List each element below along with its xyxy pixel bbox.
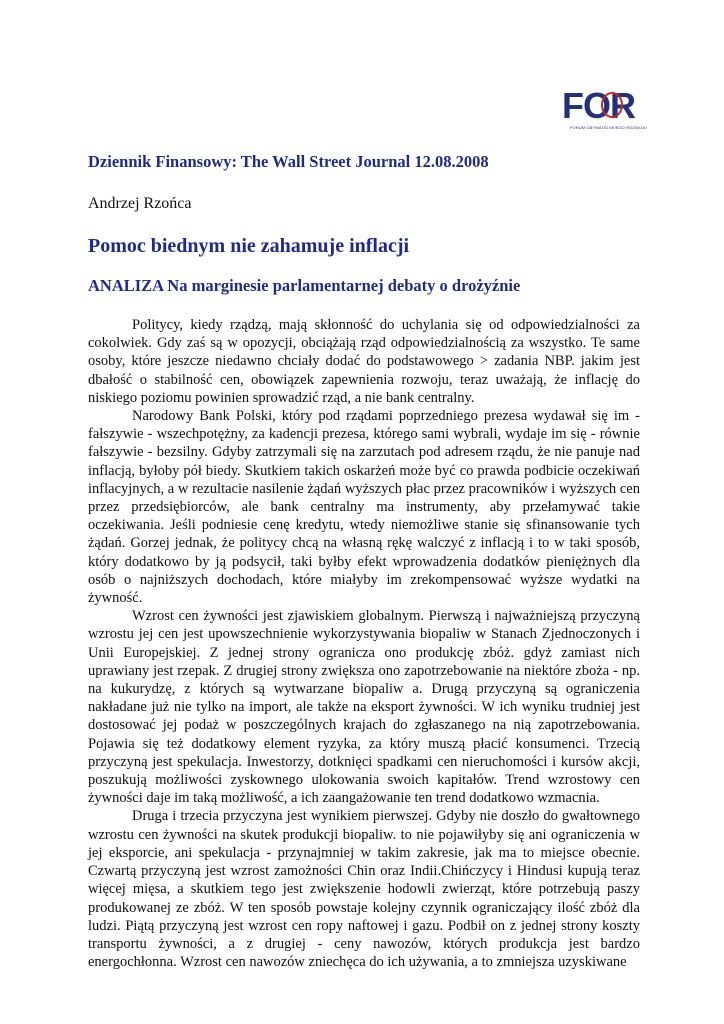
article-body [88,316,640,971]
article-title: Pomoc biednym nie zahamuje inflacji [88,235,410,257]
logo-tagline: FORUM OBYWATELSKIEGO ROZWOJU [570,125,648,130]
paragraph: Politycy, kiedy rządzą, mają skłonność do uchylania się od odpowiedzialności za cokolwiek. Gdy zaś są w opozycji, obciążają rząd odpowiedzialnością za wszystko. Te same osoby, które jeszcze niedawno chciały dodać do podstawowego > zadania NBP. jakim jest dbałość o stabilność cen, obowiązek zapewnienia rozwoju, teraz uważają, że inflację do niskiego poziomu powinien sprowadzić rząd, a nie bank centralny. [88,317,640,406]
logo-ring-icon [598,90,626,120]
article-author: Andrzej Rzońca [88,195,192,212]
paragraph: Druga i trzecia przyczyna jest wynikiem pierwszej. Gdyby nie doszło do gwałtownego wzrostu cen żywności na skutek produkcji biopaliw. to nie pojawiłyby się ani ograniczenia w jej eksporcie, ani spekulacja - przynajmniej w takim zakresie, jak ma to miejsce obecnie. Czwartą przyczyną jest wzrost zamożności Chin oraz Indii.Chińczycy i Hindusi kupują teraz więcej mięsa, a skutkiem tego jest zwiększenie hodowli zwierząt, które potrzebują paszy produkowanej ze zbóż. W ten sposób powstaje kolejny czynnik ograniczający ilość zbóż dla ludzi. Piątą przyczyną jest wzrost cen ropy naftowej i gazu. Podbił on z jednej strony koszty transportu żywności, a z drugiej - ceny nawozów, których produkcja jest bardzo energochłonna. Wzrost cen nawozów zniechęca do ich używania, a to zmniejsza uzyskiwane [88,808,640,971]
paragraph: Narodowy Bank Polski, który pod rządami poprzedniego prezesa wydawał się im - fałszywie - wszechpotężny, za kadencji prezesa, którego sami wybrali, wydaje im się - równie fałszywie - bezsilny. Gdyby zatrzymali się na zarzutach pod adresem rządu, że nie panuje nad inflacją, byłoby pół biedy. Skutkiem takich oskarżeń może być co prawda podbicie oczekiwań inflacyjnych, a w rezultacie nasilenie żądań wyższych płac przez pracowników i wyższych cen przez przedsiębiorców, ale bank centralny ma instrumenty, aby przełamywać takie oczekiwania. Jeśli podniesie cenę kredytu, wtedy niemożliwe stanie się sfinansowanie tych żądań. Gorzej jednak, że politycy chcą na własną rękę walczyć z inflacją i to w taki sposób, który dodatkowo by ją podsycił, taki byłby efekt wprowadzenia dodatków pieniężnych dla osób o najniższych dochodach, które miałyby im zrekompensować wyższe wydatki na żywność. [88,408,640,607]
logo-text: FOR [562,85,635,126]
article-lead: ANALIZA Na marginesie parlamentarnej debaty o drożyźnie [88,276,521,295]
paragraph: Wzrost cen żywności jest zjawiskiem globalnym. Pierwszą i najważniejszą przyczyną wzrostu jej cen jest upowszechnienie wykorzystywania biopaliw w Stanach Zjednoczonych i Unii Europejskiej. Z jednej strony ogranicza ono produkcję zbóż. gdyż zamiast nich uprawiany jest rzepak. Z drugiej strony zwiększa ono zapotrzebowanie na niektóre zboża - np. na kukurydzę, z których są wytwarzane biopaliw a. Drugą przyczyną są ograniczenia nakładane już nie tylko na import, ale także na eksport żywności. W ich wyniku trudniej jest dostosować jej podaż w poszczególnych krajach do zgłaszanego na nią zapotrzebowania. Pojawia się też dodatkowy element ryzyka, za który muszą płacić konsumenci. Trzecią przyczyną jest spekulacja. Inwestorzy, dotknięci spadkami cen nieruchomości i kursów akcji, poszukują możliwości zyskownego ulokowania swoich kapitałów. Trend wzrostowy cen żywności daje im taką możliwość, a ich zaangażowanie ten trend dodatkowo wzmacnia. [88,608,640,807]
article [88,152,640,971]
for-logo [562,85,658,132]
article-source: Dziennik Finansowy: The Wall Street Journal 12.08.2008 [88,152,489,171]
